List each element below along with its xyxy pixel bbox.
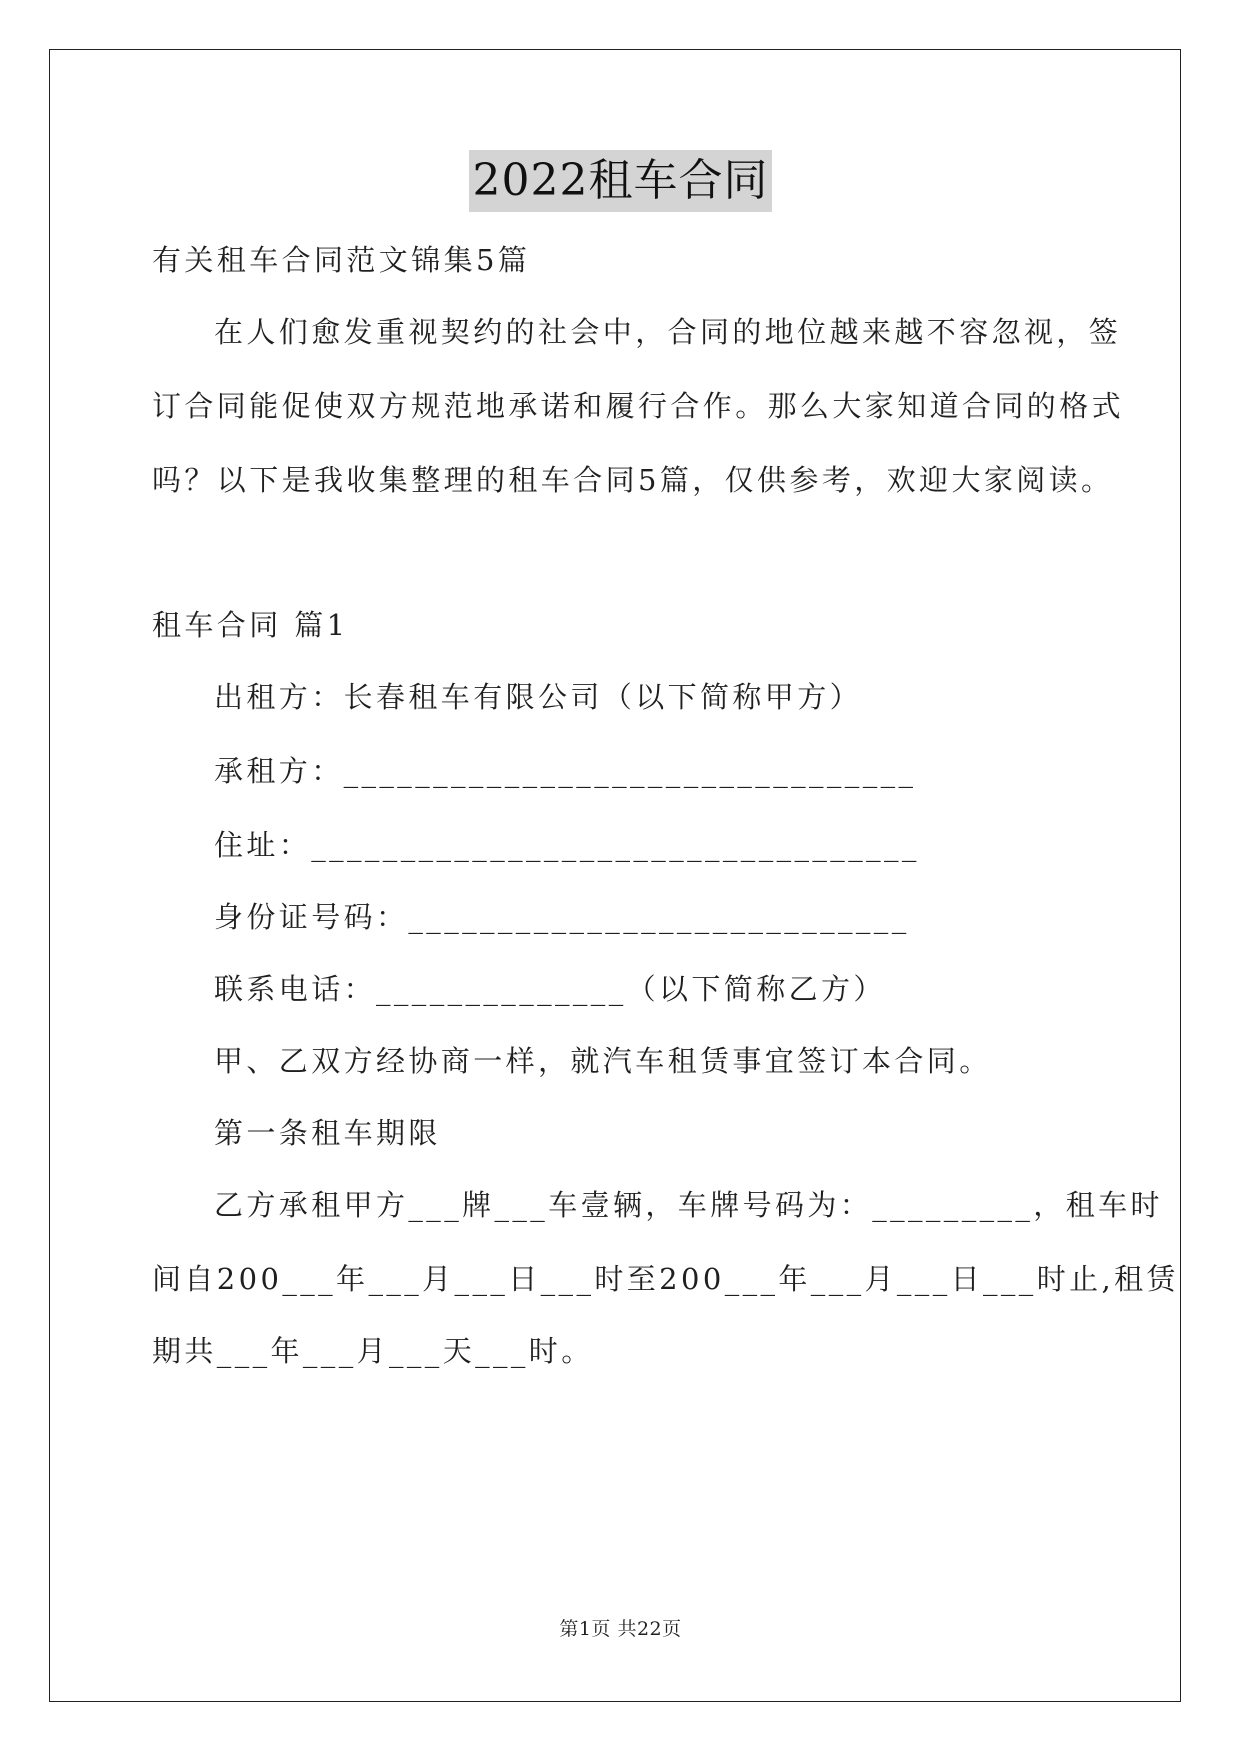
title-container [0, 150, 1241, 212]
address-line: 住址：__________________________________ [214, 828, 920, 862]
page-border [49, 49, 1181, 1702]
id-number-line: 身份证号码：____________________________ [214, 900, 910, 934]
phone-line: 联系电话：______________（以下简称乙方） [214, 972, 886, 1006]
intro-line-1: 在人们愈发重视契约的社会中，合同的地位越来越不容忽视，签 [214, 315, 1122, 349]
lessee-line: 承租方：________________________________ [214, 754, 917, 788]
article-1-line-2: 间自200___年___月___日___时至200___年___月___日___时止,租赁 [152, 1262, 1179, 1296]
article-1-line-1: 乙方承租甲方___牌___车壹辆，车牌号码为：_________，租车时 [214, 1188, 1163, 1222]
article-1-line-3: 期共___年___月___天___时。 [152, 1334, 594, 1368]
agreement-line: 甲、乙双方经协商一样，就汽车租赁事宜签订本合同。 [214, 1044, 992, 1078]
section-heading: 租车合同 篇1 [152, 608, 349, 642]
lessor-line: 出租方：长春租车有限公司（以下简称甲方） [214, 680, 863, 714]
intro-line-2: 订合同能促使双方规范地承诺和履行合作。那么大家知道合同的格式 [152, 389, 1125, 423]
page-footer: 第1页 共22页 [559, 1618, 682, 1640]
intro-line-3: 吗？以下是我收集整理的租车合同5篇，仅供参考，欢迎大家阅读。 [152, 463, 1114, 497]
document-title: 2022租车合同 [469, 150, 773, 212]
article-1-heading: 第一条租车期限 [214, 1116, 441, 1150]
document-subtitle: 有关租车合同范文锦集5篇 [152, 243, 531, 277]
